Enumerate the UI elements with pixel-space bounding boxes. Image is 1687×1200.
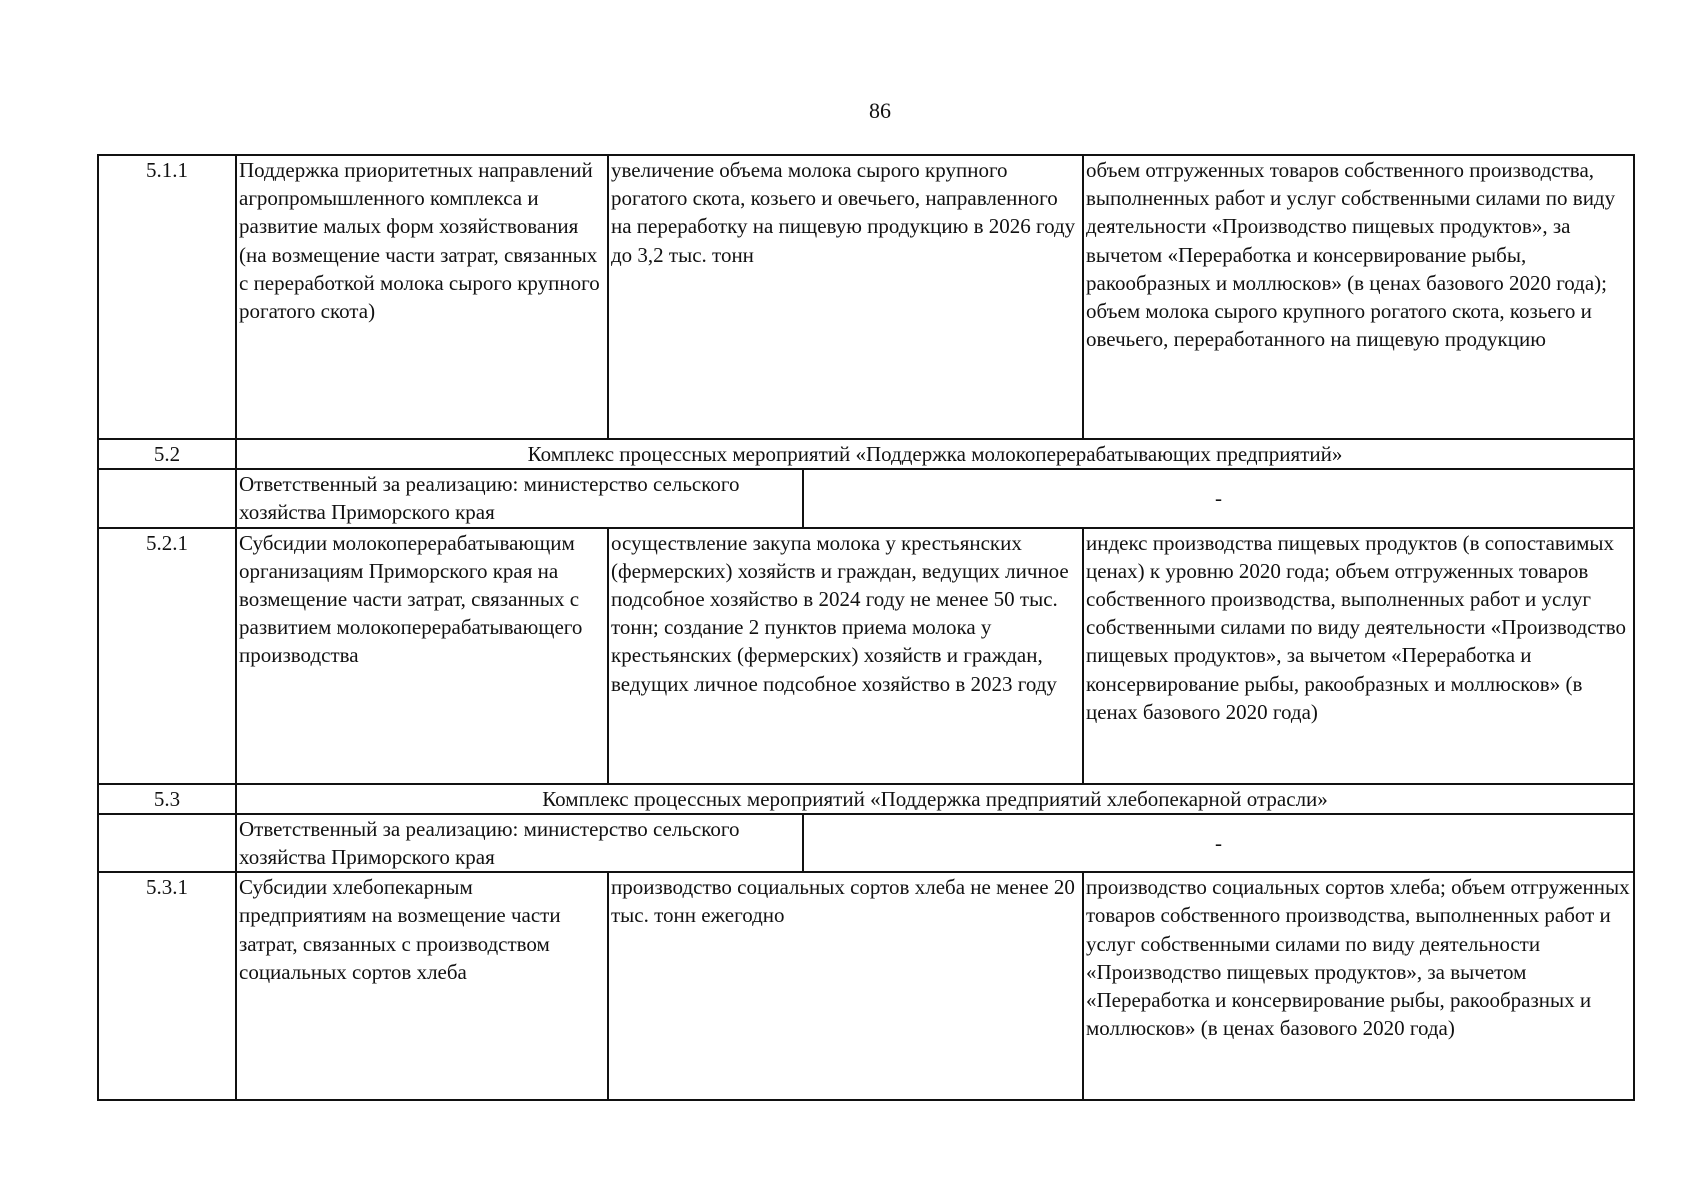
measure-result: производство социальных сортов хлеба не менее 20 тыс. тонн ежегодно xyxy=(608,872,1083,1100)
section-row xyxy=(98,439,1634,469)
measure-result: осуществление закупа молока у крестьянских (фермерских) хозяйств и граждан, ведущих личное подсобное хозяйство в 2024 году не менее 50 тыс. тонн; создание 2 пунктов приема молока у крестьянских (фермерских) хозяйств и граждан, ведущих личное подсобное хозяйство в 2023 году xyxy=(608,528,1083,784)
row-number: 5.1.1 xyxy=(98,155,236,439)
row-number: 5.2.1 xyxy=(98,528,236,784)
measure-result: увеличение объема молока сырого крупного рогатого скота, козьего и овечьего, направленного на переработку на пищевую продукцию в 2026 году до 3,2 тыс. тонн xyxy=(608,155,1083,439)
empty-cell xyxy=(98,469,236,527)
measure-name: Субсидии молокоперерабатывающим организациям Приморского края на возмещение части затрат, связанных с развитием молокоперерабатывающего производства xyxy=(236,528,608,784)
section-title: Комплекс процессных мероприятий «Поддержка молокоперерабатывающих предприятий» xyxy=(236,439,1634,469)
measure-name: Субсидии хлебопекарным предприятиям на возмещение части затрат, связанных с производством социальных сортов хлеба xyxy=(236,872,608,1100)
responsible-value: - xyxy=(803,814,1634,872)
table-row xyxy=(98,872,1634,1100)
responsible-text: Ответственный за реализацию: министерство сельского хозяйства Приморского края xyxy=(236,469,803,527)
measure-indicator: объем отгруженных товаров собственного производства, выполненных работ и услуг собственными силами по виду деятельности «Производство пищевых продуктов», за вычетом «Переработка и консервирование рыбы, ракообразных и моллюсков» (в ценах базового 2020 года); объем молока сырого крупного рогатого скота, козьего и овечьего, переработанного на пищевую продукцию xyxy=(1083,155,1634,439)
row-number: 5.3.1 xyxy=(98,872,236,1100)
measure-indicator: индекс производства пищевых продуктов (в сопоставимых ценах) к уровню 2020 года; объем отгруженных товаров собственного производства, выполненных работ и услуг собственными силами по виду деятельности «Производство пищевых продуктов», за вычетом «Переработка и консервирование рыбы, ракообразных и моллюсков» (в ценах базового 2020 года) xyxy=(1083,528,1634,784)
empty-cell xyxy=(98,814,236,872)
page-number: 86 xyxy=(869,98,891,123)
table-row xyxy=(98,528,1634,784)
section-title: Комплекс процессных мероприятий «Поддержка предприятий хлебопекарной отрасли» xyxy=(236,784,1634,814)
responsible-row xyxy=(98,469,1634,527)
measure-name: Поддержка приоритетных направлений агропромышленного комплекса и развитие малых форм хозяйствования (на возмещение части затрат, связанных с переработкой молока сырого крупного рогатого скота) xyxy=(236,155,608,439)
table-row xyxy=(98,155,1634,439)
measures-table xyxy=(97,154,1635,1101)
section-number: 5.3 xyxy=(98,784,236,814)
responsible-value: - xyxy=(803,469,1634,527)
responsible-text: Ответственный за реализацию: министерство сельского хозяйства Приморского края xyxy=(236,814,803,872)
responsible-row xyxy=(98,814,1634,872)
section-row xyxy=(98,784,1634,814)
section-number: 5.2 xyxy=(98,439,236,469)
measure-indicator: производство социальных сортов хлеба; объем отгруженных товаров собственного производства, выполненных работ и услуг собственными силами по виду деятельности «Производство пищевых продуктов», за вычетом «Переработка и консервирование рыбы, ракообразных и моллюсков» (в ценах базового 2020 года) xyxy=(1083,872,1634,1100)
